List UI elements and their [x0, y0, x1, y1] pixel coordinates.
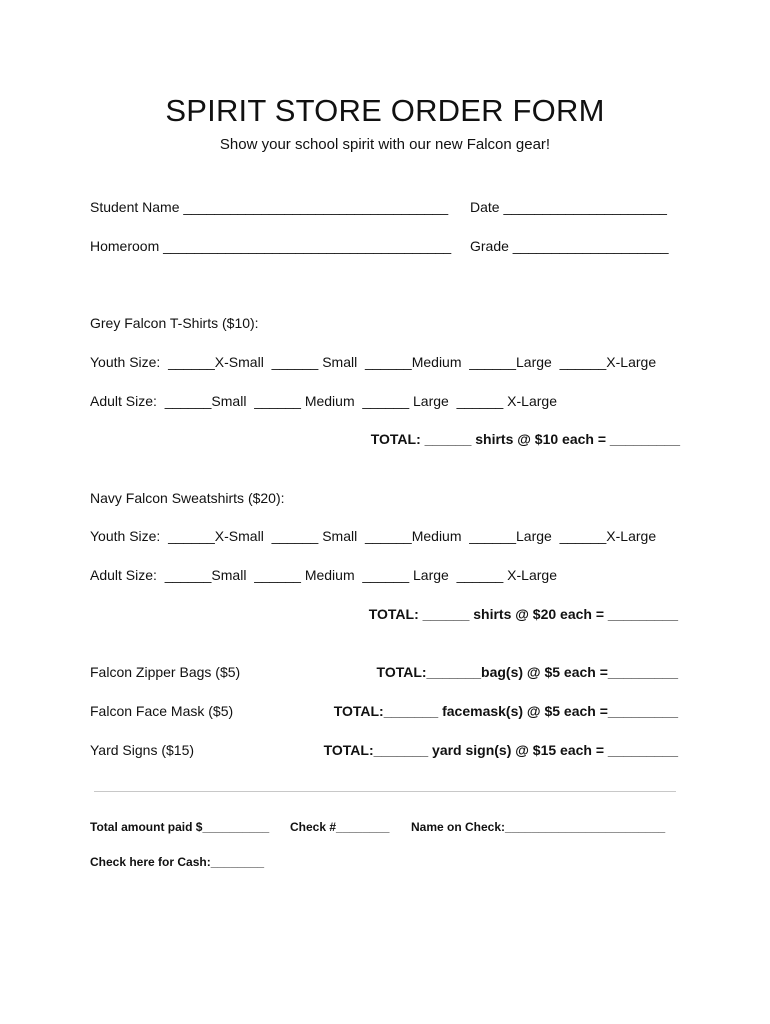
grade-field[interactable]: Grade ____________________ — [470, 238, 669, 254]
tshirts-total[interactable]: TOTAL: ______ shirts @ $10 each = _________ — [370, 431, 680, 447]
tshirts-heading: Grey Falcon T-Shirts ($10): — [90, 315, 259, 331]
tshirts-youth-sizes[interactable]: Youth Size: ______X-Small ______ Small ______Medium ______Large ______X-Large — [90, 354, 657, 370]
check-number-field[interactable]: Check #________ — [290, 820, 390, 834]
yard-signs-total[interactable]: TOTAL:_______ yard sign(s) @ $15 each = _________ — [323, 742, 678, 758]
face-mask-label: Falcon Face Mask ($5) — [90, 703, 234, 719]
date-field[interactable]: Date _____________________ — [470, 199, 667, 215]
zipper-bags-total[interactable]: TOTAL:_______bag(s) @ $5 each =_________ — [376, 664, 678, 680]
sweatshirts-heading: Navy Falcon Sweatshirts ($20): — [90, 490, 285, 506]
page-subtitle: Show your school spirit with our new Falcon gear! — [219, 136, 551, 153]
total-paid-field[interactable]: Total amount paid $__________ — [90, 820, 270, 834]
yard-signs-label: Yard Signs ($15) — [90, 742, 195, 758]
page-title: SPIRIT STORE ORDER FORM — [165, 93, 605, 128]
student-name-field[interactable]: Student Name __________________________________ — [90, 199, 449, 215]
face-mask-total[interactable]: TOTAL:_______ facemask(s) @ $5 each =_________ — [333, 703, 678, 719]
sweatshirts-total[interactable]: TOTAL: ______ shirts @ $20 each = _________ — [368, 606, 678, 622]
name-on-check-field[interactable]: Name on Check:________________________ — [411, 820, 666, 834]
tshirts-adult-sizes[interactable]: Adult Size: ______Small ______ Medium ______ Large ______ X-Large — [90, 393, 557, 409]
cash-field[interactable]: Check here for Cash:________ — [90, 855, 265, 869]
sweatshirts-youth-sizes[interactable]: Youth Size: ______X-Small ______ Small ______Medium ______Large ______X-Large — [90, 528, 657, 544]
sweatshirts-adult-sizes[interactable]: Adult Size: ______Small ______ Medium ______ Large ______ X-Large — [90, 567, 557, 583]
section-divider — [94, 791, 676, 792]
homeroom-field[interactable]: Homeroom _____________________________________ — [90, 238, 452, 254]
zipper-bags-label: Falcon Zipper Bags ($5) — [90, 664, 241, 680]
